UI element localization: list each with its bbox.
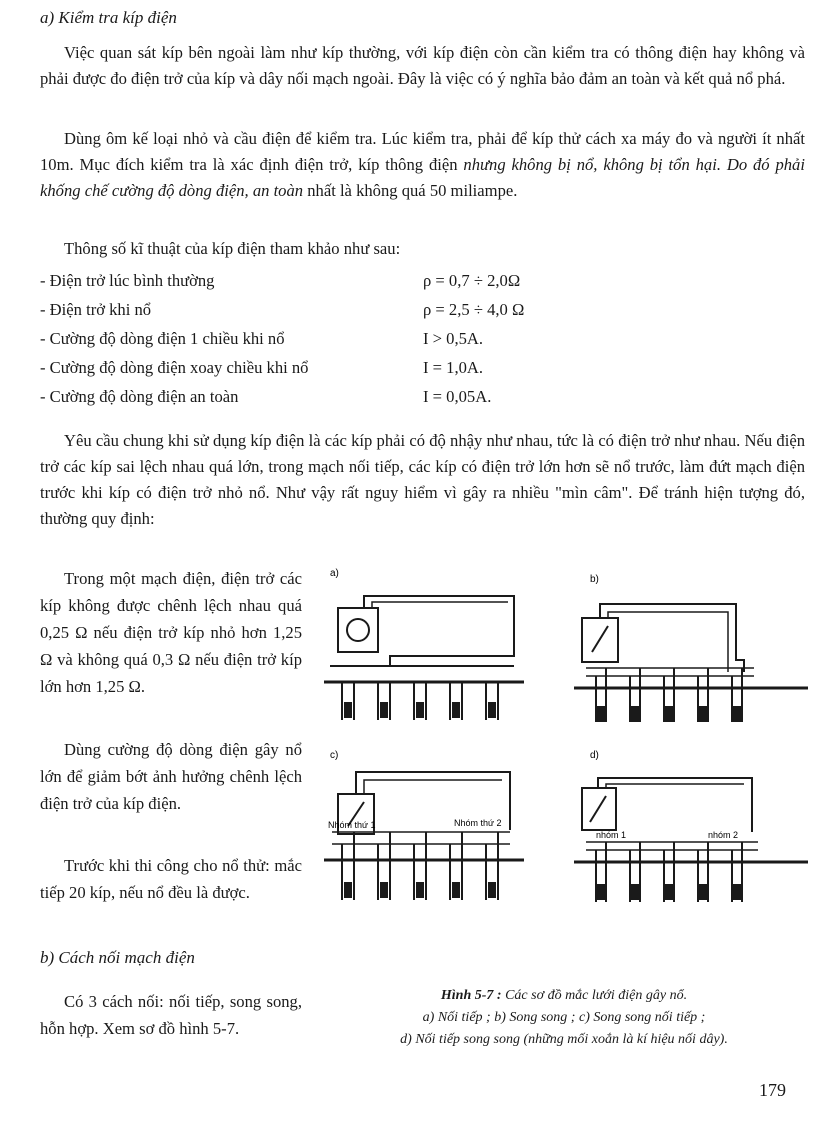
group-2-label: nhóm 2 [708,830,739,840]
group-2-label: Nhóm thứ 2 [454,818,502,828]
blasting-machine-icon [338,608,378,652]
left-paragraph-current: Dùng cường độ dòng điện gây nổ lớn để giảm bớt ảnh hưởng chênh lệch điện trở của kíp điện. [40,740,302,813]
spec-value: ρ = 2,5 ÷ 4,0 Ω [423,299,525,319]
left-paragraph-tolerance: Trong một mạch điện, điện trở các kíp không được chênh lệch nhau quá 0,25 Ω nếu điện trở kíp nhỏ hơn 1,25 Ω và không quá 0,3 Ω nếu điện trở kíp lớn hơn 1,25 Ω. [40,569,302,696]
spec-label: - Điện trở lúc bình thường [40,270,215,290]
left-paragraph-test: Trước khi thi công cho nổ thử: mắc tiếp 20 kíp, nếu nổ đều là được. [40,856,302,902]
spec-label: - Cường độ dòng điện 1 chiều khi nổ [40,328,285,348]
dial-icon [347,619,369,641]
page-number: 179 [759,1080,786,1100]
section-a-heading: a) Kiểm tra kíp điện [40,8,177,27]
spec-row [40,266,600,295]
panel-b-label: b) [590,574,599,585]
spec-value: I > 0,5A. [423,328,484,348]
paragraph-ohmmeter-start: Dùng ôm kế loại nhỏ và cầu điện để kiểm tra. Lúc kiểm tra, phải để kíp thử cách xa máy đo và người ít nhất 10m. Mục đích kiểm tra là xác định điện trở, kíp thông điện [40,129,805,174]
diagram-panel-d [574,750,808,902]
spec-row [40,324,600,353]
diagram-panel-a [324,568,524,720]
group-1-label: Nhóm thứ 1 [328,820,376,830]
figure-caption [316,985,812,1051]
specs-intro: Thông số kĩ thuật của kíp điện tham khảo như sau: [64,239,401,258]
spec-row [40,382,600,411]
diagram-panel-b [574,574,808,722]
caption-title: Hình 5-7 : [440,988,502,1003]
spec-label: - Điện trở khi nổ [40,299,152,319]
spec-row [40,295,600,324]
paragraph-ohmmeter-italic: nhưng không bị nổ, không bị tổn hại. Do đó phải khống chế cường độ dòng điện, an toàn [40,155,805,200]
section-b-heading: b) Cách nối mạch điện [40,948,195,967]
caption-line-3: d) Nối tiếp song song (những mối xoắn là kí hiệu nối dây). [400,1032,728,1047]
diagram-panel-c [324,750,524,900]
spec-value: ρ = 0,7 ÷ 2,0Ω [423,270,521,290]
paragraph-ohmmeter [40,126,805,204]
spec-row [40,353,600,382]
caption-line-2: a) Nối tiếp ; b) Song song ; c) Song song nối tiếp ; [422,1010,706,1025]
panel-d-label: d) [590,750,599,761]
panel-c-label: c) [330,750,339,761]
spec-value: I = 0,05A. [423,386,492,406]
spec-value: I = 1,0A. [423,357,484,377]
paragraph-requirements: Yêu cầu chung khi sử dụng kíp điện là các kíp phải có độ nhậy như nhau, tức là có điện trở như nhau. Nếu điện trở các kíp sai lệch nhau quá lớn, trong mạch nối tiếp, các kíp có điện trở lớn hơn sẽ nổ trước, làm đứt mạch điện trước khi kíp có điện trở nhỏ nổ. Như vậy rất nguy hiểm vì gây ra nhiều "mìn câm". Để tránh hiện tượng đó, thường quy định: [40,431,805,528]
caption-line-1 [316,985,812,1007]
paragraph-inspection: Việc quan sát kíp bên ngoài làm như kíp thường, với kíp điện còn cần kiểm tra có thông điện hay không và phải được đo điện trở của kíp và dây nối mạch ngoài. Đây là việc có ý nghĩa bảo đảm an toàn và kết quả nổ phá. [40,43,805,88]
caption-text: Các sơ đồ mắc lưới điện gây nổ. [505,988,688,1003]
spec-label: - Cường độ dòng điện xoay chiều khi nổ [40,357,309,377]
section-b-text: Có 3 cách nối: nối tiếp, song song, hỗn hợp. Xem sơ đồ hình 5-7. [40,992,302,1038]
group-1-label: nhóm 1 [596,830,627,840]
spec-label: - Cường độ dòng điện an toàn [40,386,239,406]
paragraph-ohmmeter-end: nhất là không quá 50 miliampe. [307,181,518,200]
spec-list [40,266,600,411]
wiring-figure [324,560,808,930]
panel-a-label: a) [330,568,339,579]
